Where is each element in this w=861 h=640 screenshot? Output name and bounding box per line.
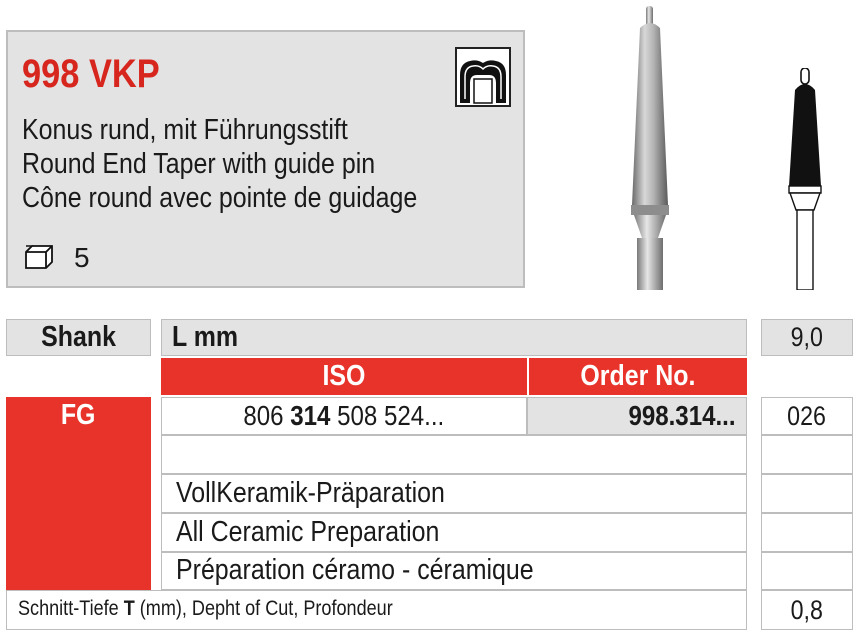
iso-number <box>161 400 527 432</box>
empty-row-right <box>761 435 853 474</box>
shank-label: Shank <box>41 321 116 353</box>
use-en: All Ceramic Preparation <box>176 516 440 548</box>
empty-row <box>161 435 747 474</box>
order-number: 998.314... <box>628 400 736 431</box>
box-icon <box>24 242 54 270</box>
depth-symbol: T <box>123 597 135 620</box>
iso-size: 314 <box>290 400 331 431</box>
shank-type: FG <box>61 399 96 431</box>
crown-preparation-icon <box>455 47 511 107</box>
use-row-de-right <box>761 474 853 513</box>
product-code: 998 VKP <box>22 52 160 96</box>
bur-photo <box>600 0 700 292</box>
product-info-panel <box>6 30 525 288</box>
iso-header-label: ISO <box>322 360 366 392</box>
use-row-fr-right <box>761 552 853 590</box>
use-de: VollKeramik-Präparation <box>176 477 445 509</box>
description-en: Round End Taper with guide pin <box>22 148 376 180</box>
use-row-en-right <box>761 513 853 552</box>
use-fr: Préparation céramo - céramique <box>176 554 534 586</box>
iso-prefix: 806 <box>243 400 291 431</box>
depth-label <box>18 597 454 621</box>
bur-silhouette <box>780 68 830 290</box>
length-value: 9,0 <box>790 322 824 352</box>
description-fr: Cône round avec pointe de guidage <box>22 182 418 214</box>
depth-value: 0,8 <box>790 595 824 625</box>
depth-label-suffix: (mm), Depht of Cut, Profondeur <box>134 597 393 620</box>
pack-quantity: 5 <box>74 242 90 273</box>
length-label: L mm <box>172 321 239 353</box>
depth-label-prefix: Schnitt-Tiefe <box>18 597 124 620</box>
size-value: 026 <box>787 401 827 431</box>
length-header <box>161 319 747 356</box>
order-header-label: Order No. <box>580 360 696 392</box>
description-de: Konus rund, mit Führungsstift <box>22 114 348 146</box>
iso-suffix: 508 524... <box>330 400 445 431</box>
